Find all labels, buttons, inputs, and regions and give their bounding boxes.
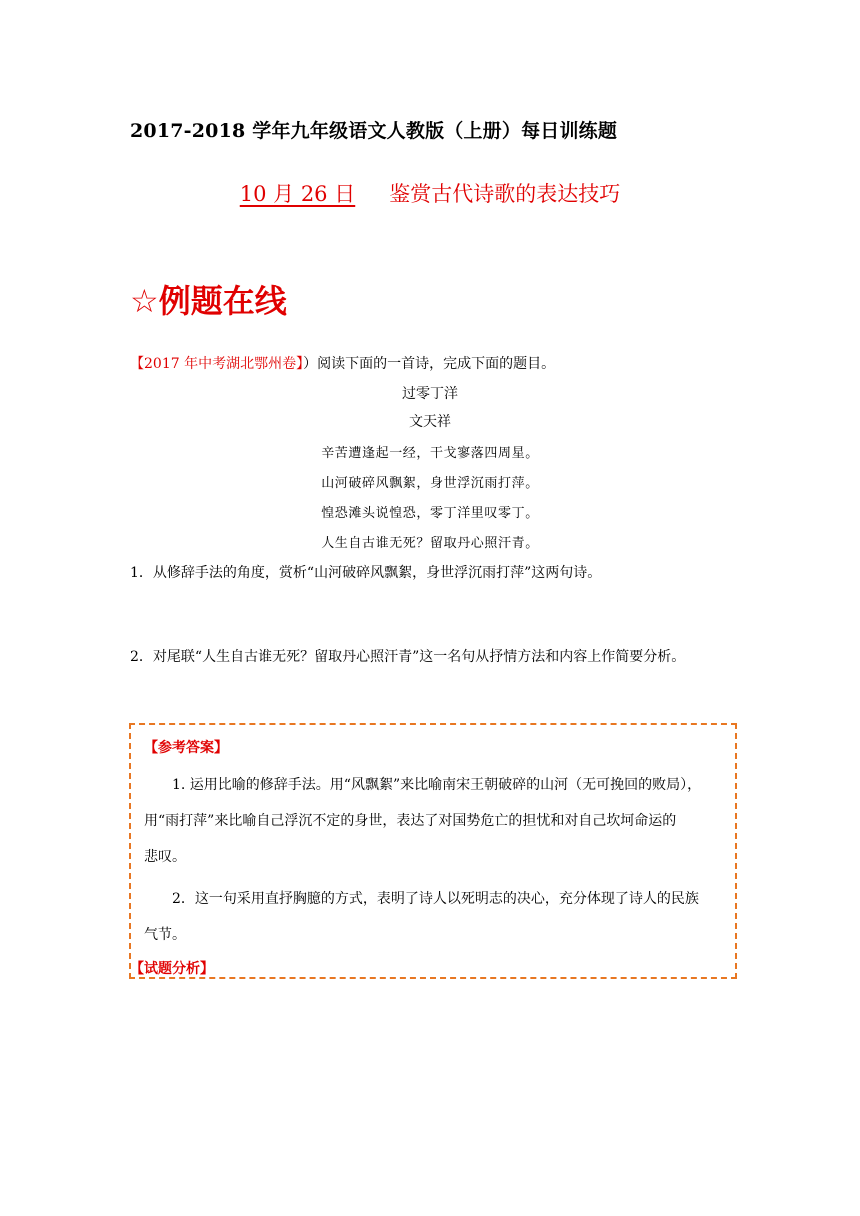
document-title: 2017-2018 学年九年级语文人教版（上册）每日训练题 <box>130 120 618 142</box>
poem-verse: 人生自古谁无死？留取丹心照汗青。 <box>321 536 539 551</box>
answer-1 <box>144 767 730 875</box>
lesson-subtitle <box>0 178 860 208</box>
question-source: 【2017 年中考湖北鄂州卷】 <box>130 356 304 372</box>
lesson-date: 10 月 26 日 <box>239 182 356 206</box>
answer-label: 【参考答案】 <box>144 740 228 756</box>
poem-verse: 辛苦遭逢起一经，干戈寥落四周星。 <box>321 446 539 461</box>
answer-1-line: 用“雨打萍”来比喻自己浮沉不定的身世，表达了对国势危亡的担忧和对自己坎坷命运的 <box>144 813 677 829</box>
answer-2 <box>144 881 730 953</box>
lesson-topic: 鉴赏古代诗歌的表达技巧 <box>389 182 621 206</box>
answer-1-line: 悲叹。 <box>144 849 186 865</box>
section-heading: ☆例题在线 <box>130 282 287 320</box>
poem-title: 过零丁洋 <box>402 386 458 402</box>
question-2: 2．对尾联“人生自古谁无死？留取丹心照汗青”这一名句从抒情方法和内容上作简要分析。 <box>130 649 686 665</box>
question-intro <box>130 353 555 373</box>
answer-2-line: 气节。 <box>144 927 186 943</box>
poem-verse: 山河破碎风飘絮，身世浮沉雨打萍。 <box>321 476 539 491</box>
question-1: 1．从修辞手法的角度，赏析“山河破碎风飘絮，身世浮沉雨打萍”这两句诗。 <box>130 565 602 581</box>
answer-2-line: 2．这一句采用直抒胸臆的方式，表明了诗人以死明志的决心，充分体现了诗人的民族 <box>172 891 699 907</box>
analysis-label: 【试题分析】 <box>130 961 214 977</box>
question-instruction: ）阅读下面的一首诗，完成下面的题目。 <box>303 356 556 372</box>
poem-verse: 惶恐滩头说惶恐，零丁洋里叹零丁。 <box>321 506 539 521</box>
answer-1-line: 1. 运用比喻的修辞手法。用“风飘絮”来比喻南宋王朝破碎的山河（无可挽回的败局）， <box>172 777 702 793</box>
poem-author: 文天祥 <box>409 414 451 430</box>
